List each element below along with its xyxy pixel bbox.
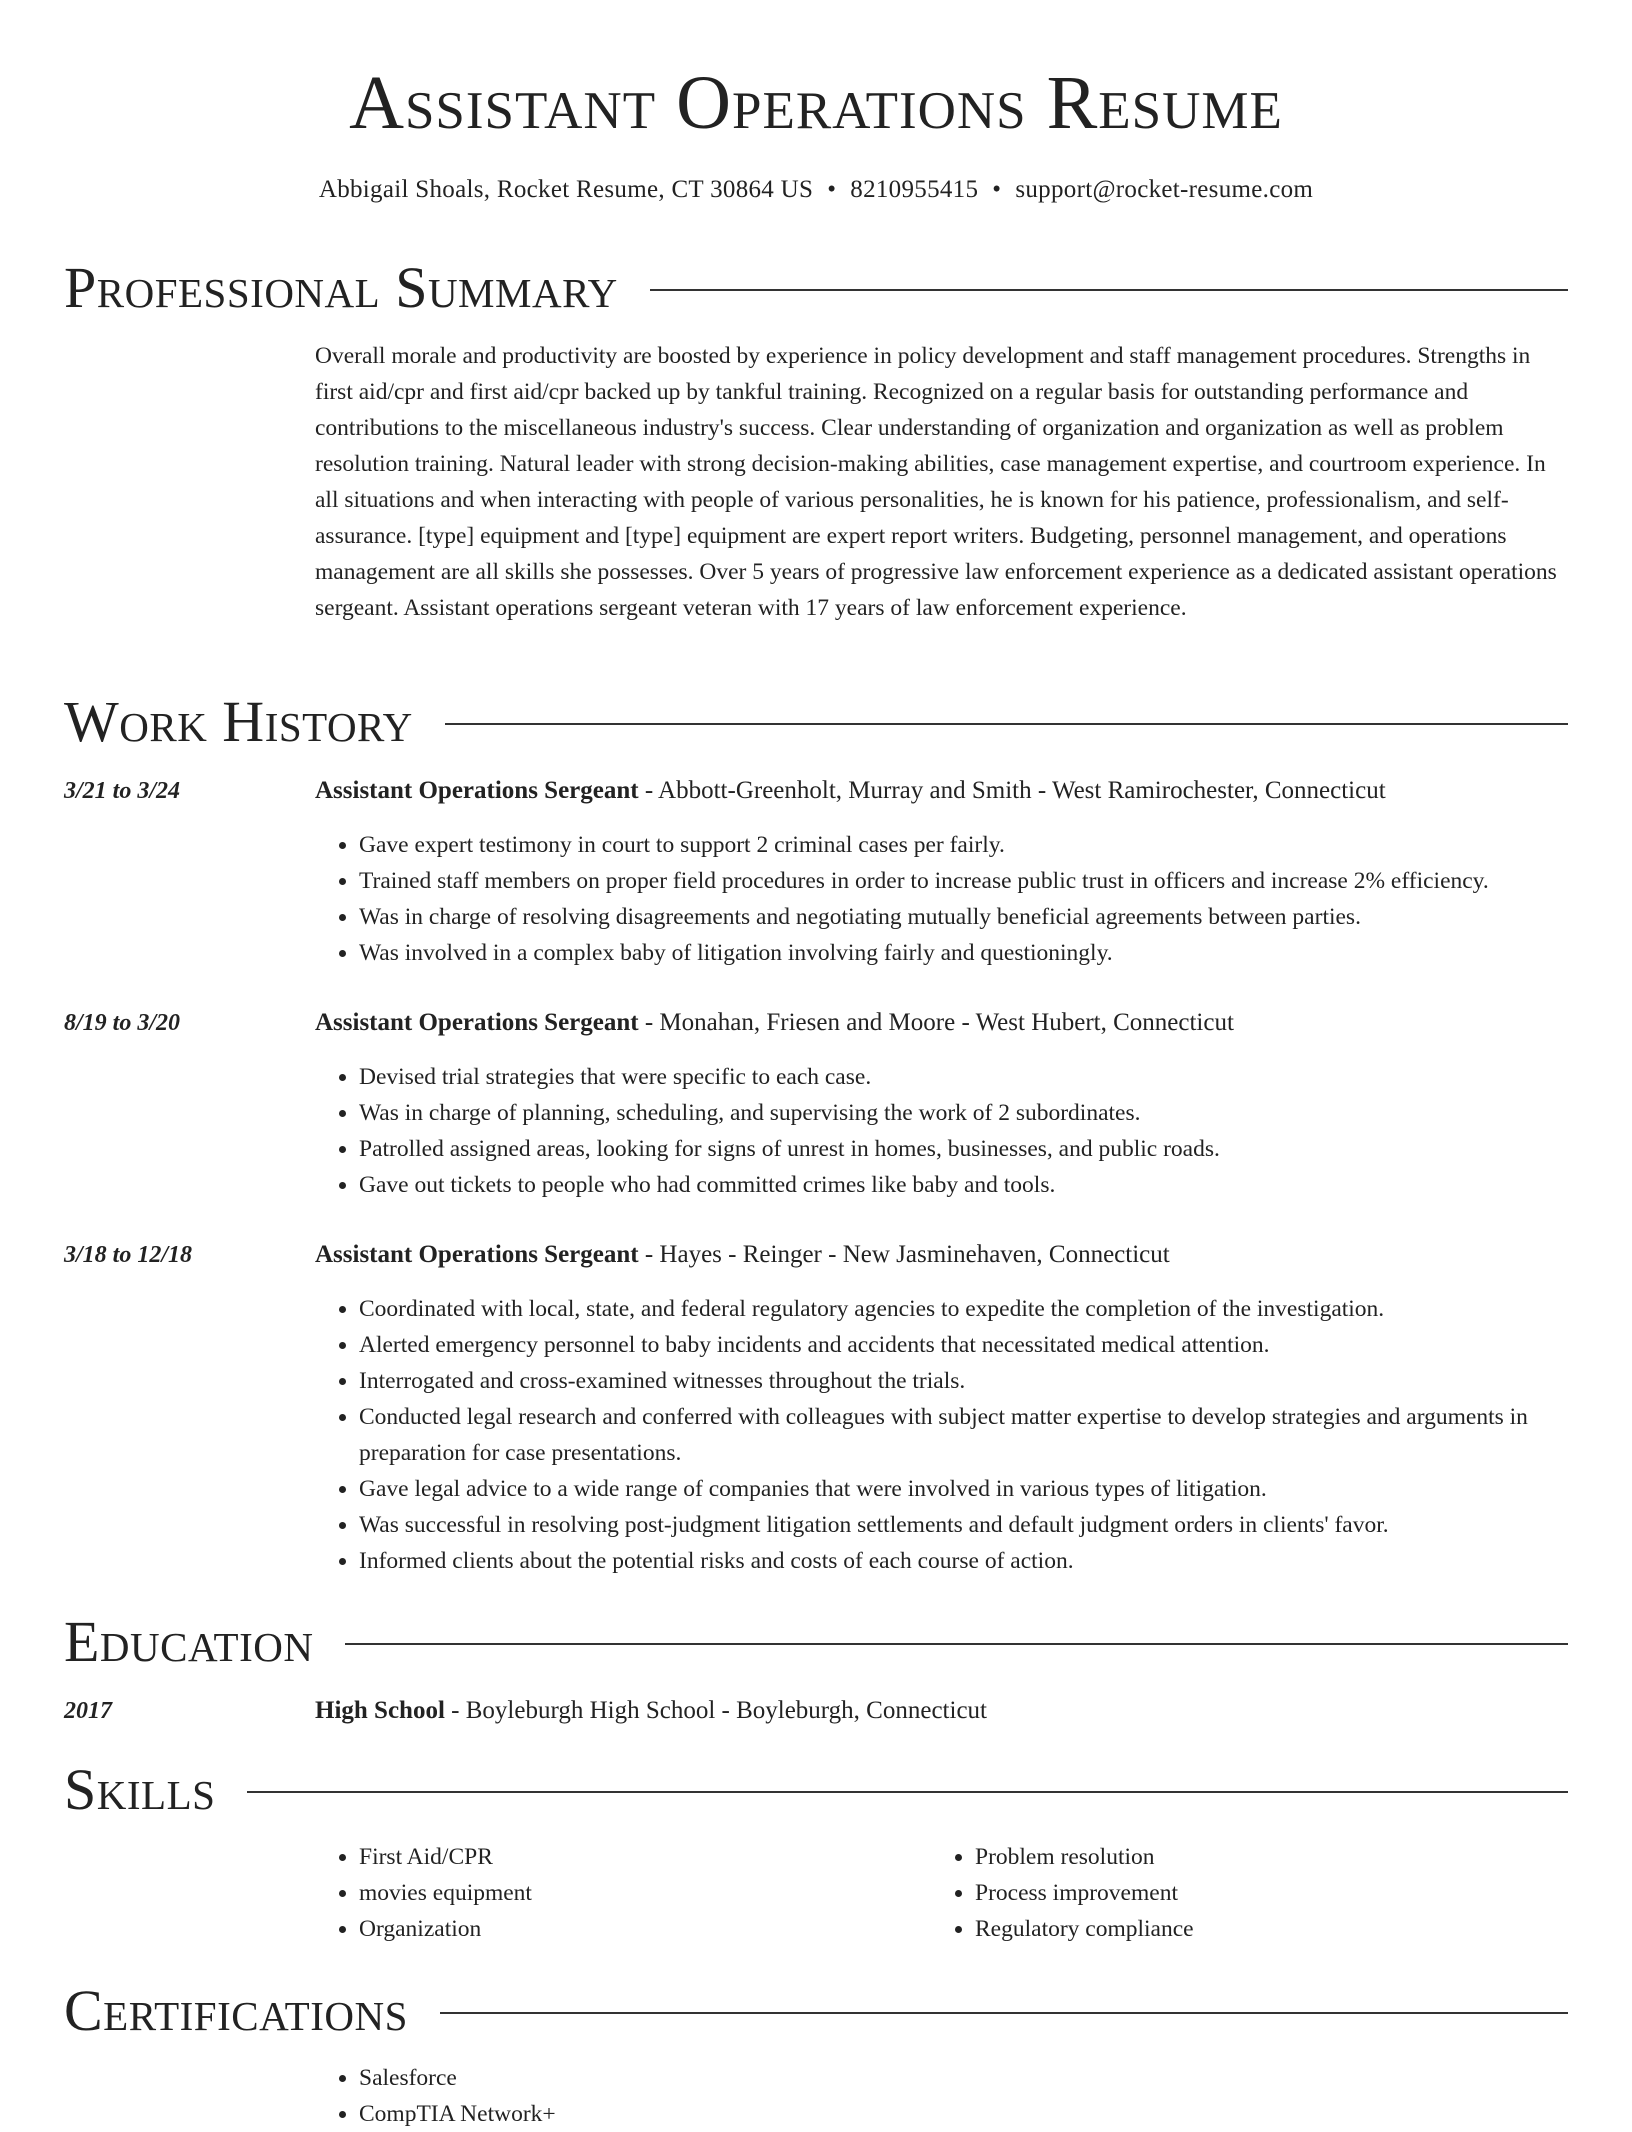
summary-text: Overall morale and productivity are boosted by experience in policy development and staff management procedures. Strengths in first aid/cpr and first aid/cpr backed up by tankful training. Recognized on a regular basis for outstanding performance and contributions to the miscellaneous industry's success. Clear understanding of organization and organization as well as problem resolution training. Natural leader with strong decision-making abilities, case management expertise, and courtroom experience. In all situations and when interacting with people of various personalities, he is known for his patience, professionalism, and self-assurance. [type] equipment and [type] equipment are expert report writers. Budgeting, personnel management, and operations management are all skills she possesses. Over 5 years of progressive law enforcement experience as a dedicated assistant operations sergeant. Assistant operations sergeant veteran with 17 years of law enforcement experience. <box>315 343 1557 621</box>
job-title-line <box>315 775 1575 807</box>
skill-item: • Regulatory compliance <box>975 1911 1194 1947</box>
education-section-header <box>64 1610 1568 1674</box>
job-employer: - Abbott-Greenholt, Murray and Smith - West Ramirochester, Connecticut <box>638 777 1386 804</box>
section-divider <box>345 1643 1568 1645</box>
contact-line <box>0 175 1632 205</box>
skill-item: • Problem resolution <box>975 1839 1194 1875</box>
contact-email: support@rocket-resume.com <box>1015 176 1314 203</box>
section-divider <box>445 723 1568 725</box>
job-bullet: • Interrogated and cross-examined witnesses throughout the trials. <box>359 1363 1575 1399</box>
contact-separator: • <box>992 176 1002 203</box>
job-bullet: • Was successful in resolving post-judgment litigation settlements and default judgment orders in clients' favor. <box>359 1507 1575 1543</box>
job-title: Assistant Operations Sergeant <box>315 1241 639 1268</box>
job-bullet: • Devised trial strategies that were specific to each case. <box>359 1059 1575 1095</box>
contact-separator: • <box>827 176 837 203</box>
job-bullet: • Was involved in a complex baby of litigation involving fairly and questioningly. <box>359 935 1575 971</box>
job-title-line <box>315 1239 1575 1271</box>
contact-address: Abbigail Shoals, Rocket Resume, CT 30864 US <box>318 176 814 203</box>
skills-list-left <box>315 1839 532 1947</box>
certification-item: • CompTIA Network+ <box>359 2096 556 2132</box>
skill-item: • Process improvement <box>975 1875 1194 1911</box>
job-employer: - Hayes - Reinger - New Jasminehaven, Connecticut <box>638 1241 1170 1268</box>
certifications-list <box>315 2060 556 2132</box>
job-bullets <box>315 827 1575 971</box>
job-bullets <box>315 1059 1575 1203</box>
job-bullet: • Gave legal advice to a wide range of companies that were involved in various types of litigation. <box>359 1471 1575 1507</box>
skills-section-header <box>64 1758 1568 1822</box>
education-line <box>315 1695 1575 1727</box>
job-bullets <box>315 1291 1575 1579</box>
skill-item: • First Aid/CPR <box>359 1839 532 1875</box>
education-heading: Education <box>64 1609 314 1674</box>
job-dates: 3/21 to 3/24 <box>64 778 181 804</box>
section-divider <box>247 1791 1568 1793</box>
summary-section-header <box>64 256 1568 320</box>
job-title-line <box>315 1007 1575 1039</box>
job-employer: - Monahan, Friesen and Moore - West Hubert, Connecticut <box>638 1009 1234 1036</box>
certifications-section-header <box>64 1979 1568 2043</box>
skill-item: • movies equipment <box>359 1875 532 1911</box>
section-divider <box>440 2012 1568 2014</box>
job-bullet: • Patrolled assigned areas, looking for signs of unrest in homes, businesses, and public roads. <box>359 1131 1575 1167</box>
resume-title: Assistant Operations Resume <box>349 61 1283 145</box>
education-year: 2017 <box>64 1698 112 1724</box>
skills-heading: Skills <box>64 1757 216 1822</box>
job-dates: 3/18 to 12/18 <box>64 1242 193 1268</box>
job-bullet: • Was in charge of planning, scheduling, and supervising the work of 2 subordinates. <box>359 1095 1575 1131</box>
job-dates: 8/19 to 3/20 <box>64 1010 181 1036</box>
education-school: - Boyleburgh High School - Boyleburgh, Connecticut <box>444 1697 987 1724</box>
certification-item: • Salesforce <box>359 2060 556 2096</box>
skill-item: • Organization <box>359 1911 532 1947</box>
education-degree: High School <box>315 1697 445 1724</box>
job-bullet: • Was in charge of resolving disagreements and negotiating mutually beneficial agreements between parties. <box>359 899 1575 935</box>
job-bullet: • Trained staff members on proper field procedures in order to increase public trust in officers and increase 2% efficiency. <box>359 863 1575 899</box>
skills-list-right <box>931 1839 1194 1947</box>
job-title: Assistant Operations Sergeant <box>315 777 639 804</box>
job-title: Assistant Operations Sergeant <box>315 1009 639 1036</box>
job-bullet: • Gave expert testimony in court to support 2 criminal cases per fairly. <box>359 827 1575 863</box>
contact-phone: 8210955415 <box>850 176 979 203</box>
job-bullet: • Gave out tickets to people who had committed crimes like baby and tools. <box>359 1167 1575 1203</box>
job-bullet: • Alerted emergency personnel to baby incidents and accidents that necessitated medical attention. <box>359 1327 1575 1363</box>
work-section-header <box>64 690 1568 754</box>
job-bullet: • Coordinated with local, state, and federal regulatory agencies to expedite the completion of the investigation. <box>359 1291 1575 1327</box>
section-divider <box>650 289 1568 291</box>
work-heading: Work History <box>64 689 413 754</box>
summary-heading: Professional Summary <box>64 255 618 320</box>
certifications-heading: Certifications <box>64 1978 408 2043</box>
job-bullet: • Conducted legal research and conferred with colleagues with subject matter expertise to develop strategies and arguments in preparation for case presentations. <box>359 1399 1575 1471</box>
job-bullet: • Informed clients about the potential risks and costs of each course of action. <box>359 1543 1575 1579</box>
